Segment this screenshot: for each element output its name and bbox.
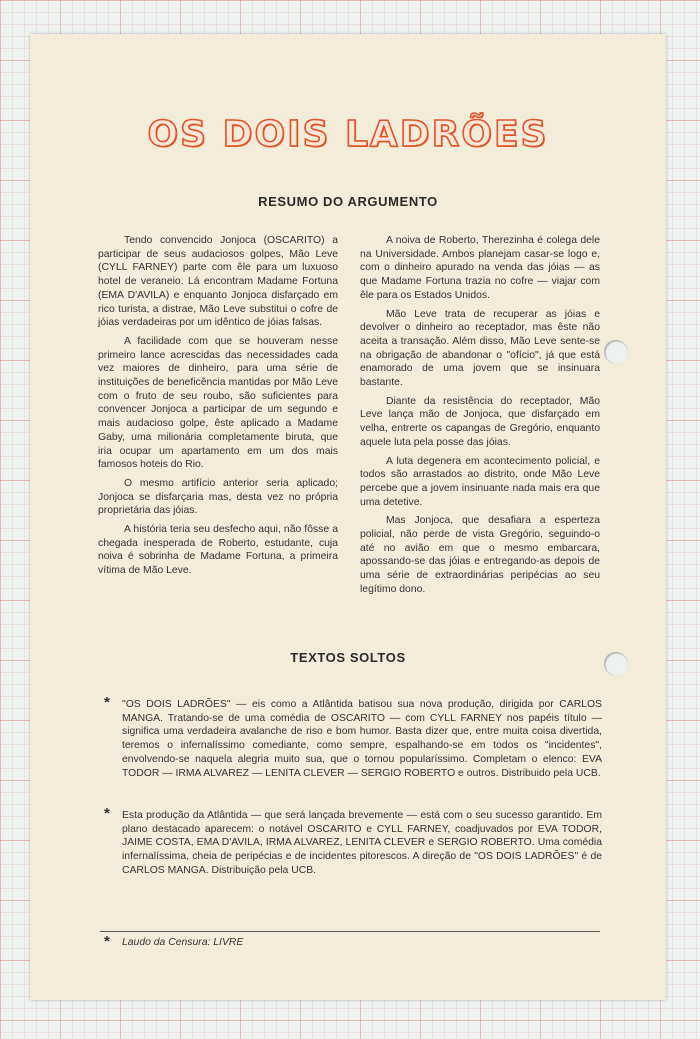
bullet-asterisk: * <box>104 694 110 711</box>
footer-rule <box>100 931 600 932</box>
resumo-right-column <box>360 234 600 602</box>
document-sheet <box>30 34 666 1000</box>
document-title: OS DOIS LADRÕES <box>147 114 549 155</box>
resumo-paragraph: A luta degenera em acontecimento policial, e todos são arrastados ao distrito, onde Mão Leve percebe que a jovem insinuante nada mais era que uma detetive. <box>360 455 600 508</box>
resumo-paragraph: Mão Leve trata de recuperar as jóias e devolver o dinheiro ao receptador, mas êste não aceita a transação. Além disso, Mão Leve sente-se na obrigação de abandonar o "ofício", já que está enamorado de uma jovem que se insinuara bastante. <box>360 308 600 389</box>
punch-hole-upper <box>604 340 628 364</box>
resumo-heading: RESUMO DO ARGUMENTO <box>258 194 438 209</box>
resumo-paragraph: A noiva de Roberto, Therezinha é colega dele na Universidade. Ambos planejam casar-se logo e, com o dinheiro apurado na venda das jóias — as que Madame Fortuna trazia no cofre — viajar com êle para os Estados Unidos. <box>360 235 600 301</box>
censura-note: Laudo da Censura: LIVRE <box>122 937 244 948</box>
bullet-asterisk: * <box>104 805 110 822</box>
texto-solto-2: Esta produção da Atlântida — que será lançada brevemente — está com o seu sucesso garantido. Em plano destacado aparecem: o notável OSCARITO e CYLL FARNEY, coadjuvados por EVA TODOR, JAIME COSTA, EMA D'AVILA, IRMA ALVAREZ, LENITA CLEVER e SERGIO ROBERTO. Uma comédia infernalíssima, cheia de peripécias e de incidentes pitorescos. A direção de "OS DOIS LADRÕES" é de CARLOS MANGA. Distribuição pela UCB. <box>122 810 602 876</box>
texto-solto-1: "OS DOIS LADRÕES" — eis como a Atlântida batisou sua nova produção, dirigida por CARLOS MANGA. Tratando-se de uma comédia de OSCARITO — com CYLL FARNEY nos papéis título — significa uma verdadeira avalanche de riso e bom humor. Basta dizer que, entre muita coisa divertida, teremos o infernalíssimo comediante, como sempre, espalhando-se em todos os "incidentes", envolvendo-se naquela alegria muito sua, que o tornou popularíssimo. Completam o elenco: EVA TODOR — IRMA ALVAREZ — LENITA CLEVER — SERGIO ROBERTO e outros. Distribuido pela UCB. <box>122 699 602 779</box>
resumo-paragraph: Diante da resistência do receptador, Mão Leve lança mão de Jonjoca, que disfarçado em velha, entrerte os capangas de Gregório, enquanto aquele luta pela posse das jóias. <box>360 395 600 448</box>
textos-soltos-heading: TEXTOS SOLTOS <box>290 650 406 665</box>
resumo-left-column <box>98 234 338 583</box>
bullet-asterisk: * <box>104 933 110 950</box>
resumo-paragraph: A história teria seu desfecho aqui, não fôsse a chegada inesperada de Roberto, estudante, cuja noiva é sobrinha de Madame Fortuna, a primeira vítima de Mão Leve. <box>98 524 338 577</box>
resumo-paragraph: Tendo convencido Jonjoca (OSCARITO) a participar de seus audaciosos golpes, Mão Leve (CYLL FARNEY) parte com êle para um luxuoso hotel de veraneio. Lá encontram Madame Fortuna (EMA D'AVILA) e enquanto Jonjoca disfarçado em rico turista, a distrae, Mão Leve substitui o cofre de jóias verdadeiras por um idêntico de jóias falsas. <box>98 235 338 329</box>
resumo-paragraph: Mas Jonjoca, que desafiara a esperteza policial, não perde de vista Gregório, seguindo-o até no avião em que o mesmo embarcara, apossando-se das jóias e entregando-as depois de uma série de extraordinárias peripécias ao seu legítimo dono. <box>360 515 600 595</box>
resumo-paragraph: A facilidade com que se houveram nesse primeiro lance acrescidas das necessidades cada vez maiores de dinheiro, para uma série de instituições de beneficência mantidas por Mão Leve com o fruto de seu roubo, são suficientes para convencer Jonjoca a participar de um segundo e mais audacioso golpe, êste aplicado a Madame Gaby, uma milionária completamente biruta, que iria ocupar um apartamento em um dos mais famosos hoteis do Rio. <box>98 335 338 471</box>
resumo-paragraph: O mesmo artifício anterior seria aplicado; Jonjoca se disfarçaria mas, desta vez no própria proprietária das jóias. <box>98 477 338 517</box>
